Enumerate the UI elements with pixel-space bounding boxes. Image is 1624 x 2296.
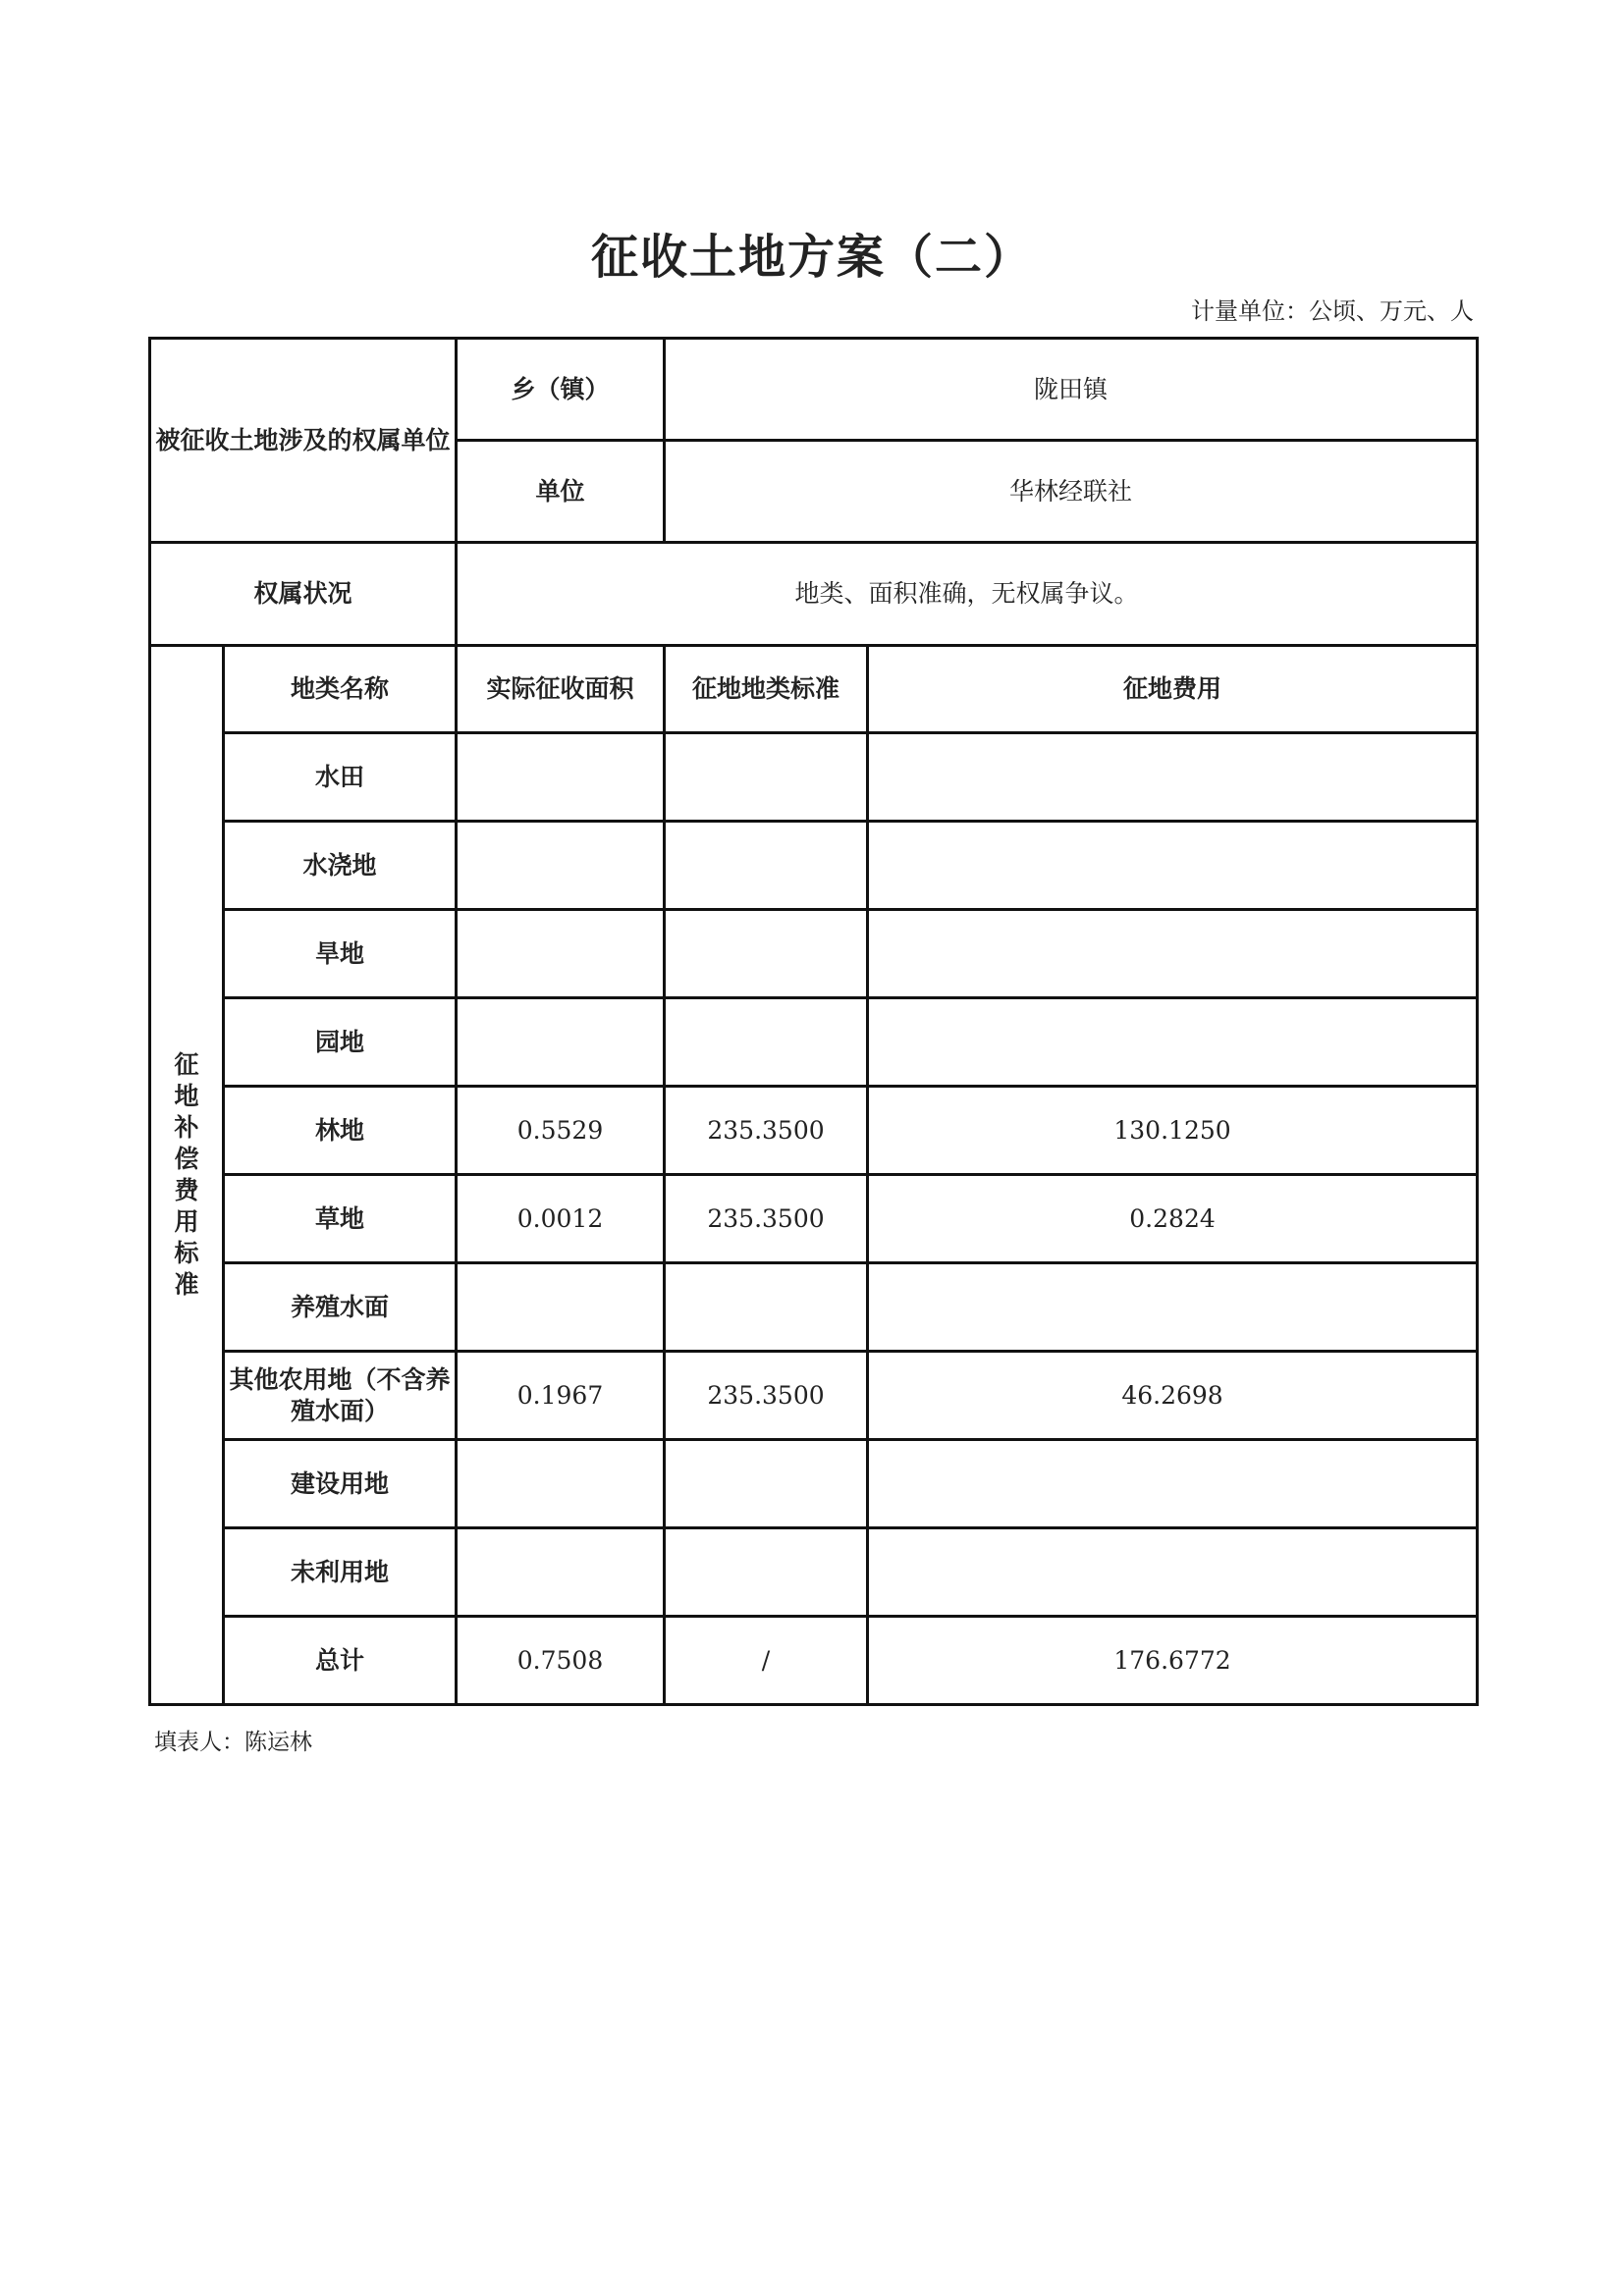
cost-cell xyxy=(868,822,1478,910)
land-type-name: 水田 xyxy=(224,733,457,822)
standard-cell xyxy=(665,910,868,998)
cost-cell: 0.2824 xyxy=(868,1175,1478,1263)
standard-cell xyxy=(665,1263,868,1352)
land-type-name: 其他农用地（不含养殖水面） xyxy=(224,1352,457,1440)
page-title: 征收土地方案（二） xyxy=(590,230,1033,285)
area-cell: 0.0012 xyxy=(457,1175,665,1263)
area-cell xyxy=(457,822,665,910)
standard-cell xyxy=(665,822,868,910)
ownership-group-label: 被征收土地涉及的权属单位 xyxy=(150,339,457,543)
land-type-name: 园地 xyxy=(224,998,457,1087)
table-row xyxy=(150,822,1478,910)
land-type-name: 建设用地 xyxy=(224,1440,457,1528)
area-cell: 0.1967 xyxy=(457,1352,665,1440)
land-type-name: 水浇地 xyxy=(224,822,457,910)
area-cell xyxy=(457,1528,665,1617)
cost-cell xyxy=(868,1440,1478,1528)
area-cell xyxy=(457,910,665,998)
land-acquisition-table xyxy=(148,337,1479,1706)
standard-cell xyxy=(665,1440,868,1528)
standard-cell: 235.3500 xyxy=(665,1352,868,1440)
table-row xyxy=(150,1087,1478,1175)
total-standard: / xyxy=(665,1617,868,1705)
cost-cell xyxy=(868,998,1478,1087)
area-cell xyxy=(457,998,665,1087)
standard-cell xyxy=(665,998,868,1087)
side-char: 地 xyxy=(174,1082,199,1110)
column-header-land-type: 地类名称 xyxy=(224,646,457,733)
table-row xyxy=(150,910,1478,998)
side-char: 征 xyxy=(174,1050,199,1079)
land-type-name: 养殖水面 xyxy=(224,1263,457,1352)
cost-cell xyxy=(868,733,1478,822)
table-row xyxy=(150,1175,1478,1263)
standard-cell: 235.3500 xyxy=(665,1087,868,1175)
total-label: 总计 xyxy=(224,1617,457,1705)
column-header-standard: 征地地类标准 xyxy=(665,646,868,733)
land-type-name: 未利用地 xyxy=(224,1528,457,1617)
area-cell xyxy=(457,1440,665,1528)
cost-cell xyxy=(868,910,1478,998)
side-char: 用 xyxy=(174,1207,199,1236)
cost-cell xyxy=(868,1528,1478,1617)
ownership-status-value: 地类、面积准确，无权属争议。 xyxy=(457,543,1478,646)
side-char: 补 xyxy=(174,1113,199,1142)
unit-value: 华林经联社 xyxy=(665,441,1478,543)
table-row xyxy=(150,733,1478,822)
land-type-name: 林地 xyxy=(224,1087,457,1175)
unit-note: 计量单位：公顷、万元、人 xyxy=(1191,297,1474,325)
standard-cell xyxy=(665,1528,868,1617)
table-row xyxy=(150,1528,1478,1617)
township-label: 乡（镇） xyxy=(457,339,665,441)
side-char: 准 xyxy=(174,1270,199,1299)
unit-label: 单位 xyxy=(457,441,665,543)
area-cell xyxy=(457,1263,665,1352)
table-row xyxy=(150,1440,1478,1528)
side-char: 标 xyxy=(174,1239,199,1267)
area-cell xyxy=(457,733,665,822)
total-row xyxy=(150,1617,1478,1705)
table-row xyxy=(150,1263,1478,1352)
table-row xyxy=(150,998,1478,1087)
land-type-name: 旱地 xyxy=(224,910,457,998)
standard-cell xyxy=(665,733,868,822)
total-area: 0.7508 xyxy=(457,1617,665,1705)
land-type-name: 草地 xyxy=(224,1175,457,1263)
cost-cell: 46.2698 xyxy=(868,1352,1478,1440)
side-char: 费 xyxy=(174,1176,199,1204)
column-header-cost: 征地费用 xyxy=(868,646,1478,733)
standard-cell: 235.3500 xyxy=(665,1175,868,1263)
cost-cell xyxy=(868,1263,1478,1352)
ownership-status-label: 权属状况 xyxy=(150,543,457,646)
table-row xyxy=(150,1352,1478,1440)
compensation-side-label xyxy=(150,646,224,1705)
column-header-area: 实际征收面积 xyxy=(457,646,665,733)
side-char: 偿 xyxy=(174,1145,199,1173)
form-filler: 填表人：陈运林 xyxy=(154,1730,312,1755)
cost-cell: 130.1250 xyxy=(868,1087,1478,1175)
total-cost: 176.6772 xyxy=(868,1617,1478,1705)
township-value: 陇田镇 xyxy=(665,339,1478,441)
area-cell: 0.5529 xyxy=(457,1087,665,1175)
